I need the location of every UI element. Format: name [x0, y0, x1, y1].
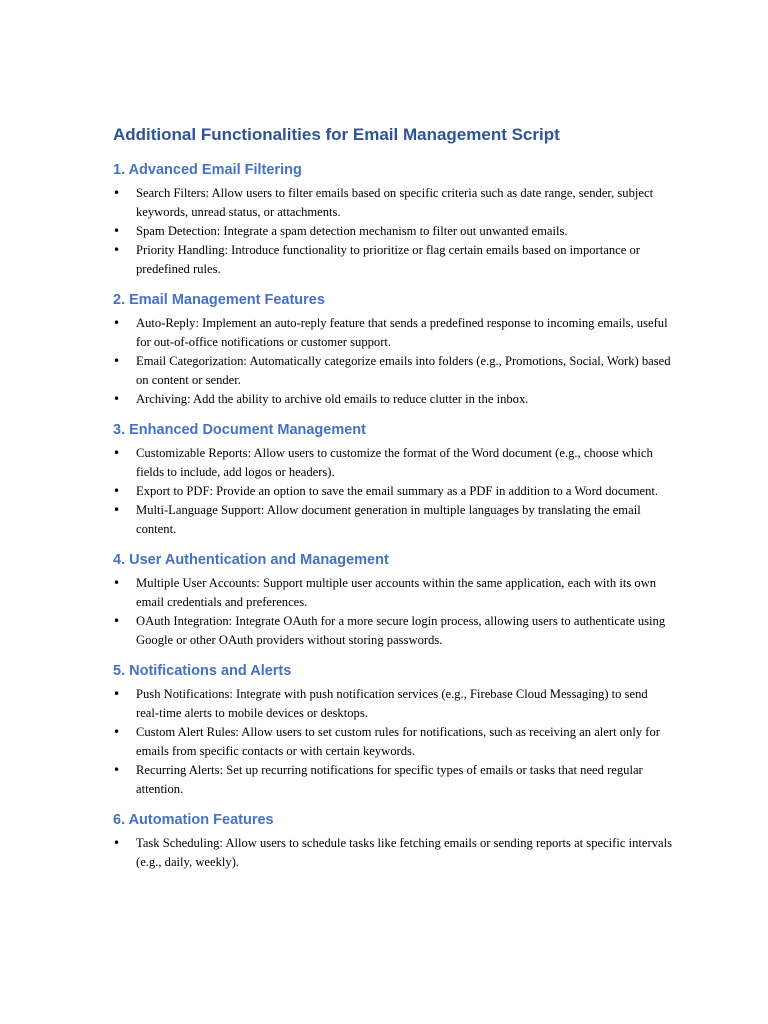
section-heading: 2. Email Management Features	[113, 292, 325, 308]
list-item	[113, 241, 673, 279]
section-heading: 4. User Authentication and Management	[113, 552, 389, 568]
list-item	[113, 352, 673, 390]
bullet-icon: •	[113, 224, 121, 238]
bullet-icon: •	[113, 763, 121, 777]
list-item-text: Spam Detection: Integrate a spam detection mechanism to filter out unwanted emails.	[136, 224, 568, 238]
list-item-text: Customizable Reports: Allow users to customize the format of the Word document (e.g., choose which fields to include, add logos or headers).	[136, 446, 653, 479]
bullet-list	[113, 574, 673, 650]
bullet-icon: •	[113, 836, 121, 850]
bullet-icon: •	[113, 687, 121, 701]
list-item	[113, 184, 673, 222]
section-heading: 1. Advanced Email Filtering	[113, 162, 302, 178]
list-item	[113, 612, 673, 650]
list-item-text: Search Filters: Allow users to filter emails based on specific criteria such as date range, sender, subject keywords, unread status, or attachments.	[136, 186, 654, 219]
bullet-icon: •	[113, 354, 121, 368]
bullet-icon: •	[113, 186, 121, 200]
bullet-list	[113, 184, 673, 279]
list-item	[113, 314, 673, 352]
section	[113, 290, 673, 409]
section	[113, 160, 673, 279]
bullet-list	[113, 834, 673, 872]
bullet-icon: •	[113, 446, 121, 460]
section	[113, 810, 673, 872]
list-item-text: Priority Handling: Introduce functionality to prioritize or flag certain emails based on importance or predefined rules.	[136, 243, 640, 276]
list-item	[113, 574, 673, 612]
document-title: Additional Functionalities for Email Management Script	[113, 125, 560, 144]
sections-container	[113, 160, 673, 872]
bullet-icon: •	[113, 725, 121, 739]
list-item	[113, 723, 673, 761]
bullet-icon: •	[113, 243, 121, 257]
bullet-icon: •	[113, 503, 121, 517]
section	[113, 420, 673, 539]
section	[113, 550, 673, 650]
list-item-text: Multi-Language Support: Allow document generation in multiple languages by translating the email content.	[136, 503, 641, 536]
list-item	[113, 482, 673, 501]
section-heading: 5. Notifications and Alerts	[113, 663, 292, 679]
list-item	[113, 444, 673, 482]
bullet-icon: •	[113, 576, 121, 590]
list-item-text: Custom Alert Rules: Allow users to set custom rules for notifications, such as receiving an alert only for emails from specific contacts or with certain keywords.	[136, 725, 660, 758]
list-item-text: Task Scheduling: Allow users to schedule tasks like fetching emails or sending reports at specific intervals (e.g., daily, weekly).	[136, 836, 672, 869]
list-item-text: Push Notifications: Integrate with push notification services (e.g., Firebase Cloud Messaging) to send real-time alerts to mobile devices or desktops.	[136, 687, 648, 720]
bullet-list	[113, 314, 673, 409]
list-item	[113, 222, 673, 241]
list-item-text: OAuth Integration: Integrate OAuth for a more secure login process, allowing users to authenticate using Google or other OAuth providers without storing passwords.	[136, 614, 666, 647]
list-item-text: Multiple User Accounts: Support multiple user accounts within the same application, each with its own email credentials and preferences.	[136, 576, 657, 609]
bullet-list	[113, 685, 673, 799]
section	[113, 661, 673, 799]
list-item	[113, 685, 673, 723]
bullet-icon: •	[113, 316, 121, 330]
list-item-text: Export to PDF: Provide an option to save the email summary as a PDF in addition to a Word document.	[136, 484, 659, 498]
bullet-icon: •	[113, 392, 121, 406]
list-item	[113, 501, 673, 539]
list-item-text: Auto-Reply: Implement an auto-reply feature that sends a predefined response to incoming emails, useful for out-of-office notifications or customer support.	[136, 316, 668, 349]
section-heading: 3. Enhanced Document Management	[113, 422, 366, 438]
bullet-icon: •	[113, 484, 121, 498]
bullet-icon: •	[113, 614, 121, 628]
list-item-text: Email Categorization: Automatically categorize emails into folders (e.g., Promotions, Social, Work) based on content or sender.	[136, 354, 671, 387]
list-item	[113, 761, 673, 799]
list-item	[113, 390, 673, 409]
list-item-text: Archiving: Add the ability to archive old emails to reduce clutter in the inbox.	[136, 392, 529, 406]
document-body	[113, 123, 673, 883]
section-heading: 6. Automation Features	[113, 812, 274, 828]
bullet-list	[113, 444, 673, 539]
list-item-text: Recurring Alerts: Set up recurring notifications for specific types of emails or tasks that need regular attention.	[136, 763, 643, 796]
list-item	[113, 834, 673, 872]
